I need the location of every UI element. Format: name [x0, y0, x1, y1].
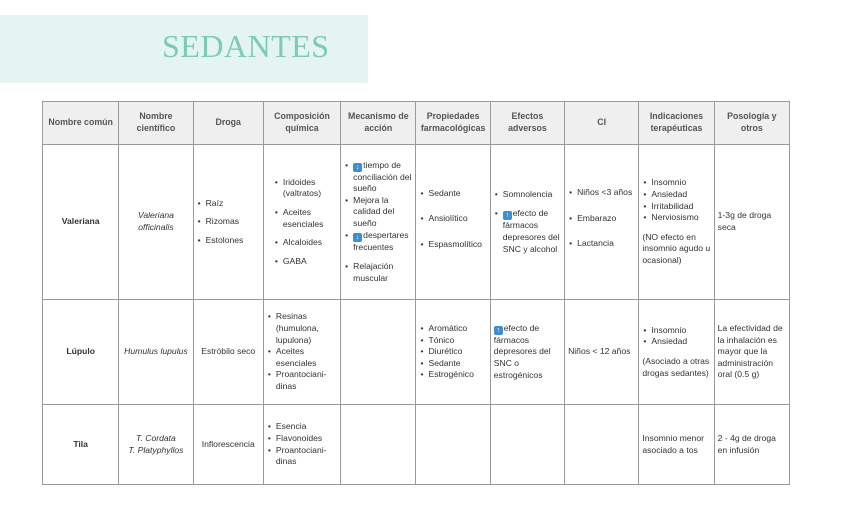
header-cell: Droga	[193, 102, 263, 145]
mechanism-cell	[341, 405, 416, 485]
mechanism-cell	[341, 300, 416, 405]
properties-cell	[416, 300, 490, 405]
contraindications-cell	[565, 405, 639, 485]
list-item: • Mejora la calidad del sueño	[353, 195, 412, 230]
page-title: SEDANTES	[162, 28, 330, 64]
list-item: • Insomnio	[651, 177, 710, 189]
list-item: • Aromático	[428, 323, 486, 335]
header-cell: Composición química	[263, 102, 340, 145]
droga-cell: Inflorescencia	[193, 405, 263, 485]
header-cell: Posología y otros	[714, 102, 789, 145]
list-item: • Embarazo	[577, 213, 635, 225]
composition-list	[267, 421, 337, 467]
list-item: • Relajación muscular	[353, 261, 412, 284]
mechanism-cell	[341, 145, 416, 300]
common-name-cell: Tila	[43, 405, 119, 485]
posology-cell: 2 - 4g de droga en infusión	[714, 405, 789, 485]
common-name-cell: Valeriana	[43, 145, 119, 300]
droga-list	[197, 198, 260, 247]
table-row-lupulo	[43, 300, 790, 405]
properties-cell	[416, 145, 490, 300]
composition-cell	[263, 405, 340, 485]
arrow-down-icon: ↓	[353, 233, 362, 242]
list-item: • Niños <3 años	[577, 187, 635, 199]
droga-cell: Estróbilo seco	[193, 300, 263, 405]
composition-cell	[263, 145, 340, 300]
header-row	[43, 102, 790, 145]
adverse-effect-text: efecto de fármacos depresores del SNC y alcohol	[502, 208, 560, 254]
scientific-name-cell	[119, 405, 193, 485]
mechanism-text: tiempo de conciliación del sueño	[353, 159, 412, 194]
adverse-effect-text: efecto de fármacos depresores del SNC o estrogénicos	[493, 322, 551, 380]
properties-list	[419, 188, 486, 251]
indications-cell	[639, 300, 714, 405]
list-item: • Esencia	[276, 421, 337, 433]
arrow-up-icon: ↑	[494, 326, 503, 335]
composition-cell	[263, 300, 340, 405]
droga-cell	[193, 145, 263, 300]
indications-note: (Asociado a otras drogas sedantes)	[642, 356, 710, 378]
arrow-up-icon: ↑	[503, 211, 512, 220]
contraindications-cell: Niños < 12 años	[565, 300, 639, 405]
list-item: • GABA	[283, 256, 337, 268]
posology-cell: La efectividad de la inhalación es mayor que la administración oral (0.5 g)	[714, 300, 789, 405]
list-item: • Insomnio	[651, 325, 710, 337]
list-item	[503, 208, 561, 255]
list-item: • Ansiedad	[651, 336, 710, 348]
indications-note: (NO efecto en insomnio agudo u ocasional)	[642, 231, 711, 265]
contraindications-cell	[565, 145, 639, 300]
header-cell: Nombre científico	[119, 102, 193, 145]
adverse-effects-list	[494, 189, 561, 255]
header-cell: CI	[565, 102, 639, 145]
mechanism-text: despertares frecuentes	[353, 229, 409, 252]
sedantes-table	[42, 101, 790, 485]
list-item: • Espasmolítico	[428, 239, 486, 251]
composition-list	[267, 177, 337, 268]
indications-list	[642, 177, 710, 223]
adverse-effects-cell	[490, 300, 564, 405]
indications-cell: Insomnio menor asociado a tos	[639, 405, 714, 485]
header-cell: Nombre común	[43, 102, 119, 145]
list-item	[353, 160, 412, 195]
list-item: • Ansiedad	[651, 189, 710, 201]
list-item: • Rizomas	[206, 216, 260, 228]
list-item: • Irritabilidad	[651, 201, 710, 213]
table-row-valeriana	[43, 145, 790, 300]
list-item: • Diurético	[428, 346, 486, 358]
list-item: • Sedante	[428, 188, 486, 200]
list-item: • Resinas (humulona, lupulona)	[276, 311, 337, 346]
list-item: • Nerviosismo	[651, 212, 710, 224]
properties-list	[419, 323, 486, 381]
table-row-tila	[43, 405, 790, 485]
list-item: • Proantociani-dinas	[276, 445, 337, 468]
header-cell: Mecanismo de acción	[341, 102, 416, 145]
list-item: • Raíz	[206, 198, 260, 210]
list-item: • Ansiolítico	[428, 213, 486, 225]
indications-list	[642, 325, 710, 348]
indications-cell	[639, 145, 714, 300]
scientific-name-cell: Valeriana officinalis	[119, 145, 193, 300]
properties-cell	[416, 405, 490, 485]
contraindications-list	[568, 187, 635, 250]
scientific-name-line: T. Platyphyllos	[128, 444, 184, 455]
list-item	[353, 230, 412, 254]
header-cell: Indicaciones terapéuticas	[639, 102, 714, 145]
posology-cell: 1-3g de droga seca	[714, 145, 789, 300]
list-item: • Proantociani-dinas	[276, 369, 337, 392]
list-item: • Sedante	[428, 358, 486, 370]
list-item: • Somnolencia	[503, 189, 561, 201]
list-item: • Alcaloides	[283, 237, 337, 249]
header-cell: Propiedades farmacológicas	[416, 102, 490, 145]
composition-list	[267, 311, 337, 392]
list-item: • Lactancia	[577, 238, 635, 250]
list-item: • Estrogénico	[428, 369, 486, 381]
common-name-cell: Lúpulo	[43, 300, 119, 405]
list-item: • Tónico	[428, 335, 486, 347]
scientific-name-cell: Humulus lupulus	[119, 300, 193, 405]
scientific-name-line: T. Cordata	[136, 432, 176, 443]
list-item: • Aceites esenciales	[276, 346, 337, 369]
arrow-down-icon: ↓	[353, 163, 362, 172]
list-item: • Estolones	[206, 235, 260, 247]
list-item: • Flavonoides	[276, 433, 337, 445]
adverse-effects-cell	[490, 405, 564, 485]
list-item: • Iridoides (valtratos)	[283, 177, 337, 200]
mechanism-list	[344, 160, 412, 285]
list-item: • Aceites esenciales	[283, 207, 337, 230]
adverse-effects-cell	[490, 145, 564, 300]
header-cell: Efectos adversos	[490, 102, 564, 145]
